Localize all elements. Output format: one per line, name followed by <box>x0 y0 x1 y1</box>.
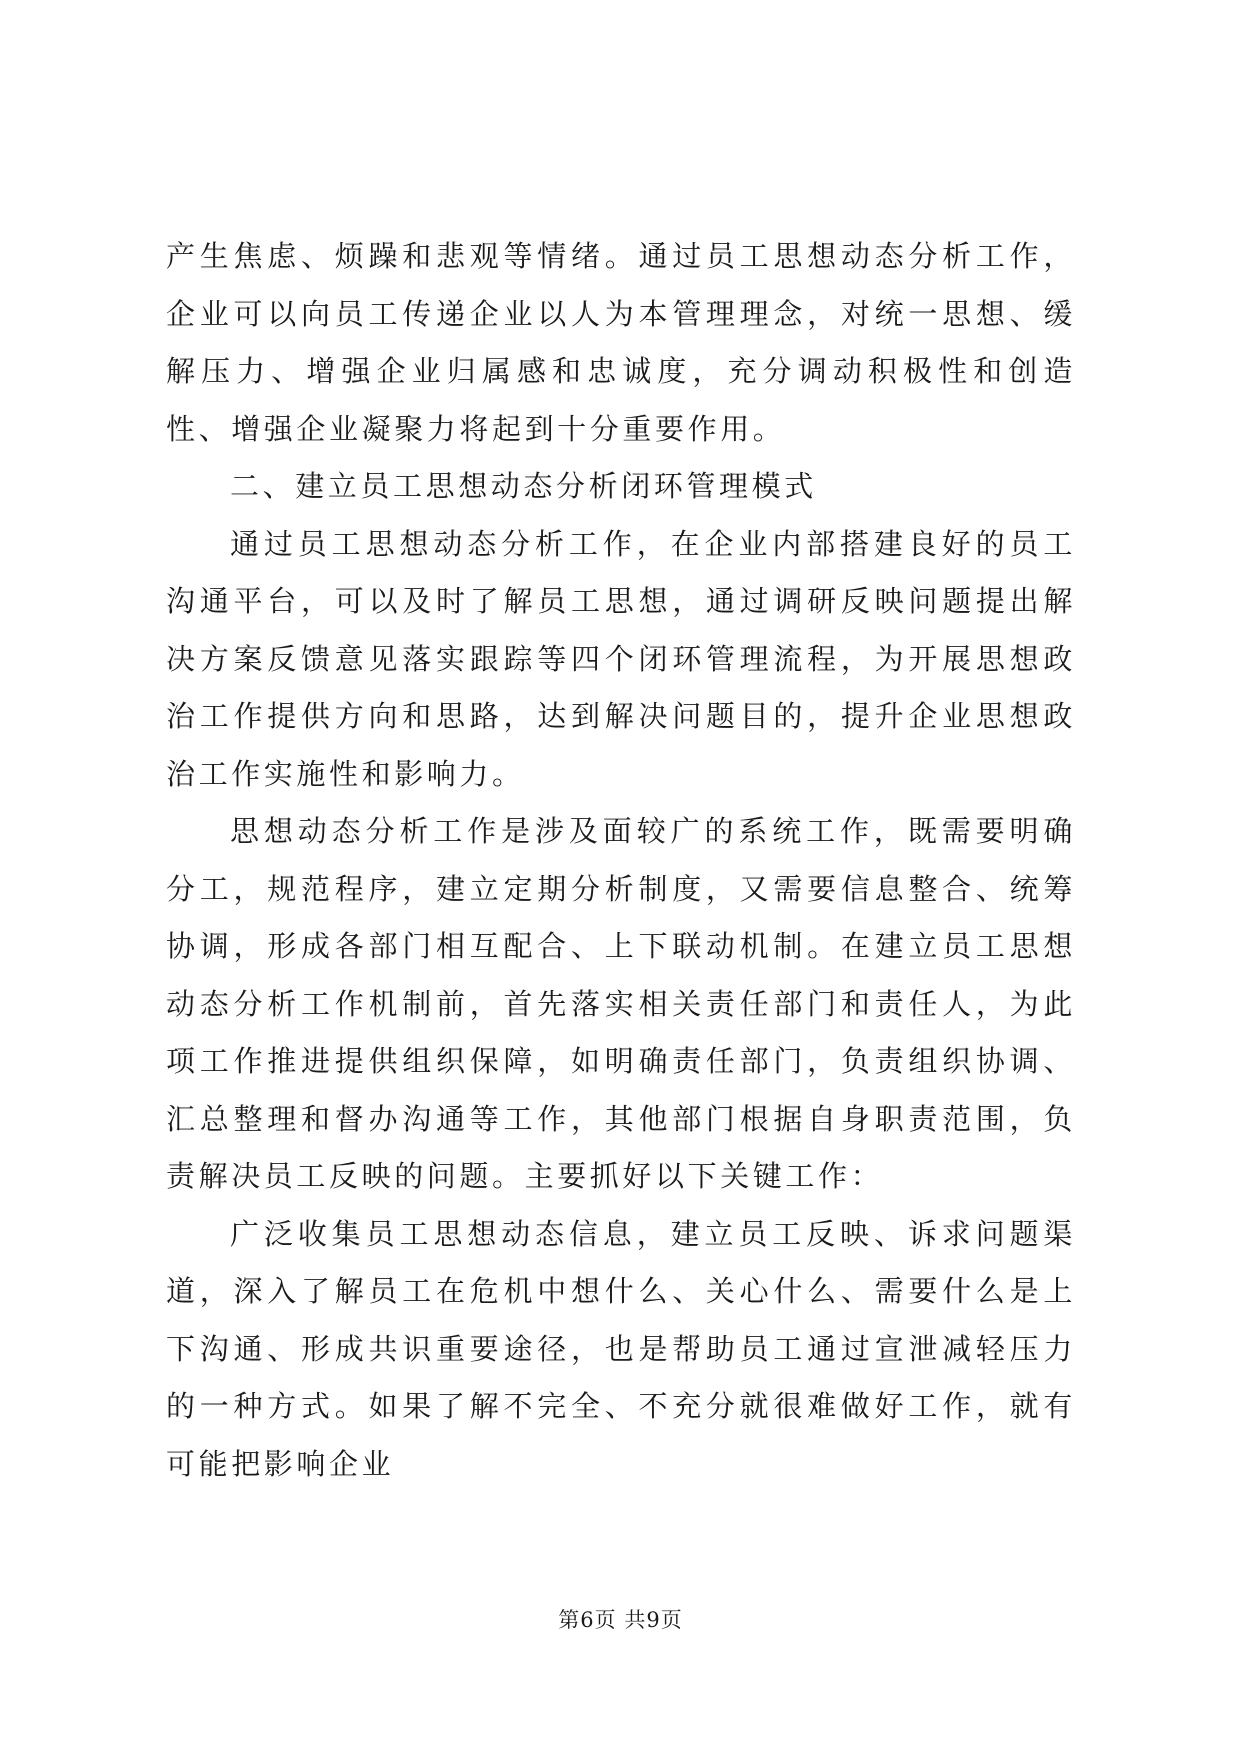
paragraph-continuation: 产生焦虑、烦躁和悲观等情绪。通过员工思想动态分析工作，企业可以向员工传递企业以人为本管理理念，对统一思想、缓解压力、增强企业归属感和忠诚度，充分调动积极性和创造性、增强企业凝聚力将起到十分重要作用。 <box>166 239 1076 446</box>
paragraph: 思想动态分析工作是涉及面较广的系统工作，既需要明确分工，规范程序，建立定期分析制度，又需要信息整合、统筹协调，形成各部门相互配合、上下联动机制。在建立员工思想动态分析工作机制前，首先落实相关责任部门和责任人，为此项工作推进提供组织保障，如明确责任部门，负责组织协调、汇总整理和督办沟通等工作，其他部门根据自身职责范围，负责解决员工反映的问题。主要抓好以下关键工作： <box>166 814 1076 1193</box>
paragraph: 通过员工思想动态分析工作，在企业内部搭建良好的员工沟通平台，可以及时了解员工思想，通过调研反映问题提出解决方案反馈意见落实跟踪等四个闭环管理流程，为开展思想政治工作提供方向和思路，达到解决问题目的，提升企业思想政治工作实施性和影响力。 <box>166 526 1076 791</box>
section-heading: 二、建立员工思想动态分析闭环管理模式 <box>230 469 817 503</box>
page-number-footer: 第6页 共9页 <box>558 1608 683 1632</box>
document-body <box>166 228 1076 1493</box>
paragraph: 广泛收集员工思想动态信息，建立员工反映、诉求问题渠道，深入了解员工在危机中想什么、关心什么、需要什么是上下沟通、形成共识重要途径，也是帮助员工通过宣泄减轻压力的一种方式。如果了解不完全、不充分就很难做好工作，就有可能把影响企业 <box>166 1216 1076 1481</box>
